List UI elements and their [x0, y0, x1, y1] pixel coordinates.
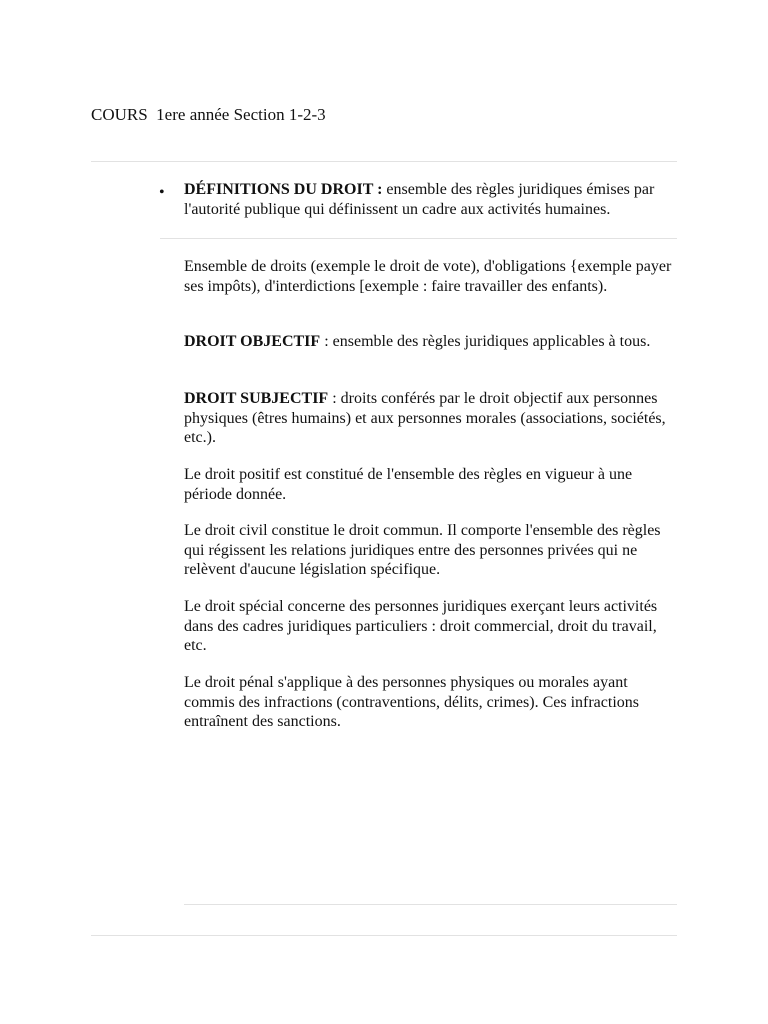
paragraph-droit-penal: [184, 673, 678, 732]
definition-term: DÉFINITIONS DU DROIT :: [184, 181, 383, 198]
paragraph-text: Ensemble de droits (exemple le droit de vote), d'obligations {exemple payer ses impôts), d'interdictions [exemple : faire travailler des enfants).: [184, 258, 672, 295]
paragraph-term: DROIT OBJECTIF: [184, 333, 321, 350]
paragraph-droit-special: [184, 597, 678, 656]
definition-paragraph: [184, 180, 676, 219]
paragraph-droit-objectif: [184, 332, 678, 352]
paragraph-text: Le droit civil constitue le droit commun. Il comporte l'ensemble des règles qui régissent les relations juridiques entre des personnes privées qui ne relèvent d'aucune législation spécifique.: [184, 522, 661, 578]
paragraph-text: Le droit pénal s'applique à des personnes physiques ou morales ayant commis des infractions (contraventions, délits, crimes). Ces infractions entraînent des sanctions.: [184, 674, 639, 730]
definition-text: ensemble des règles juridiques émises par l'autorité publique qui définissent un cadre aux activités humaines.: [184, 181, 655, 218]
paragraph-text: : ensemble des règles juridiques applicables à tous.: [320, 333, 651, 350]
paragraph-droit-subjectif: [184, 389, 678, 448]
paragraph-droit-civil: [184, 521, 678, 580]
bottom-inner-divider: [184, 904, 677, 905]
bullet-marker: •: [159, 184, 165, 201]
paragraph-term: DROIT SUBJECTIF: [184, 390, 329, 407]
paragraph-droit-positif: [184, 465, 678, 504]
paragraph-text: : droits conférés par le droit objectif aux personnes physiques (êtres humains) et aux personnes morales (associations, sociétés, etc.).: [184, 390, 666, 446]
paragraph-rights: [184, 257, 678, 296]
paragraph-text: Le droit spécial concerne des personnes juridiques exerçant leurs activités dans des cadres juridiques particuliers : droit commercial, droit du travail, etc.: [184, 598, 658, 654]
bottom-divider: [91, 935, 677, 936]
top-divider: [91, 161, 677, 162]
paragraph-text: Le droit positif est constitué de l'ensemble des règles en vigueur à une période donnée.: [184, 466, 633, 503]
definition-divider: [160, 238, 677, 239]
document-header: COURS 1ere année Section 1-2-3: [91, 105, 326, 124]
